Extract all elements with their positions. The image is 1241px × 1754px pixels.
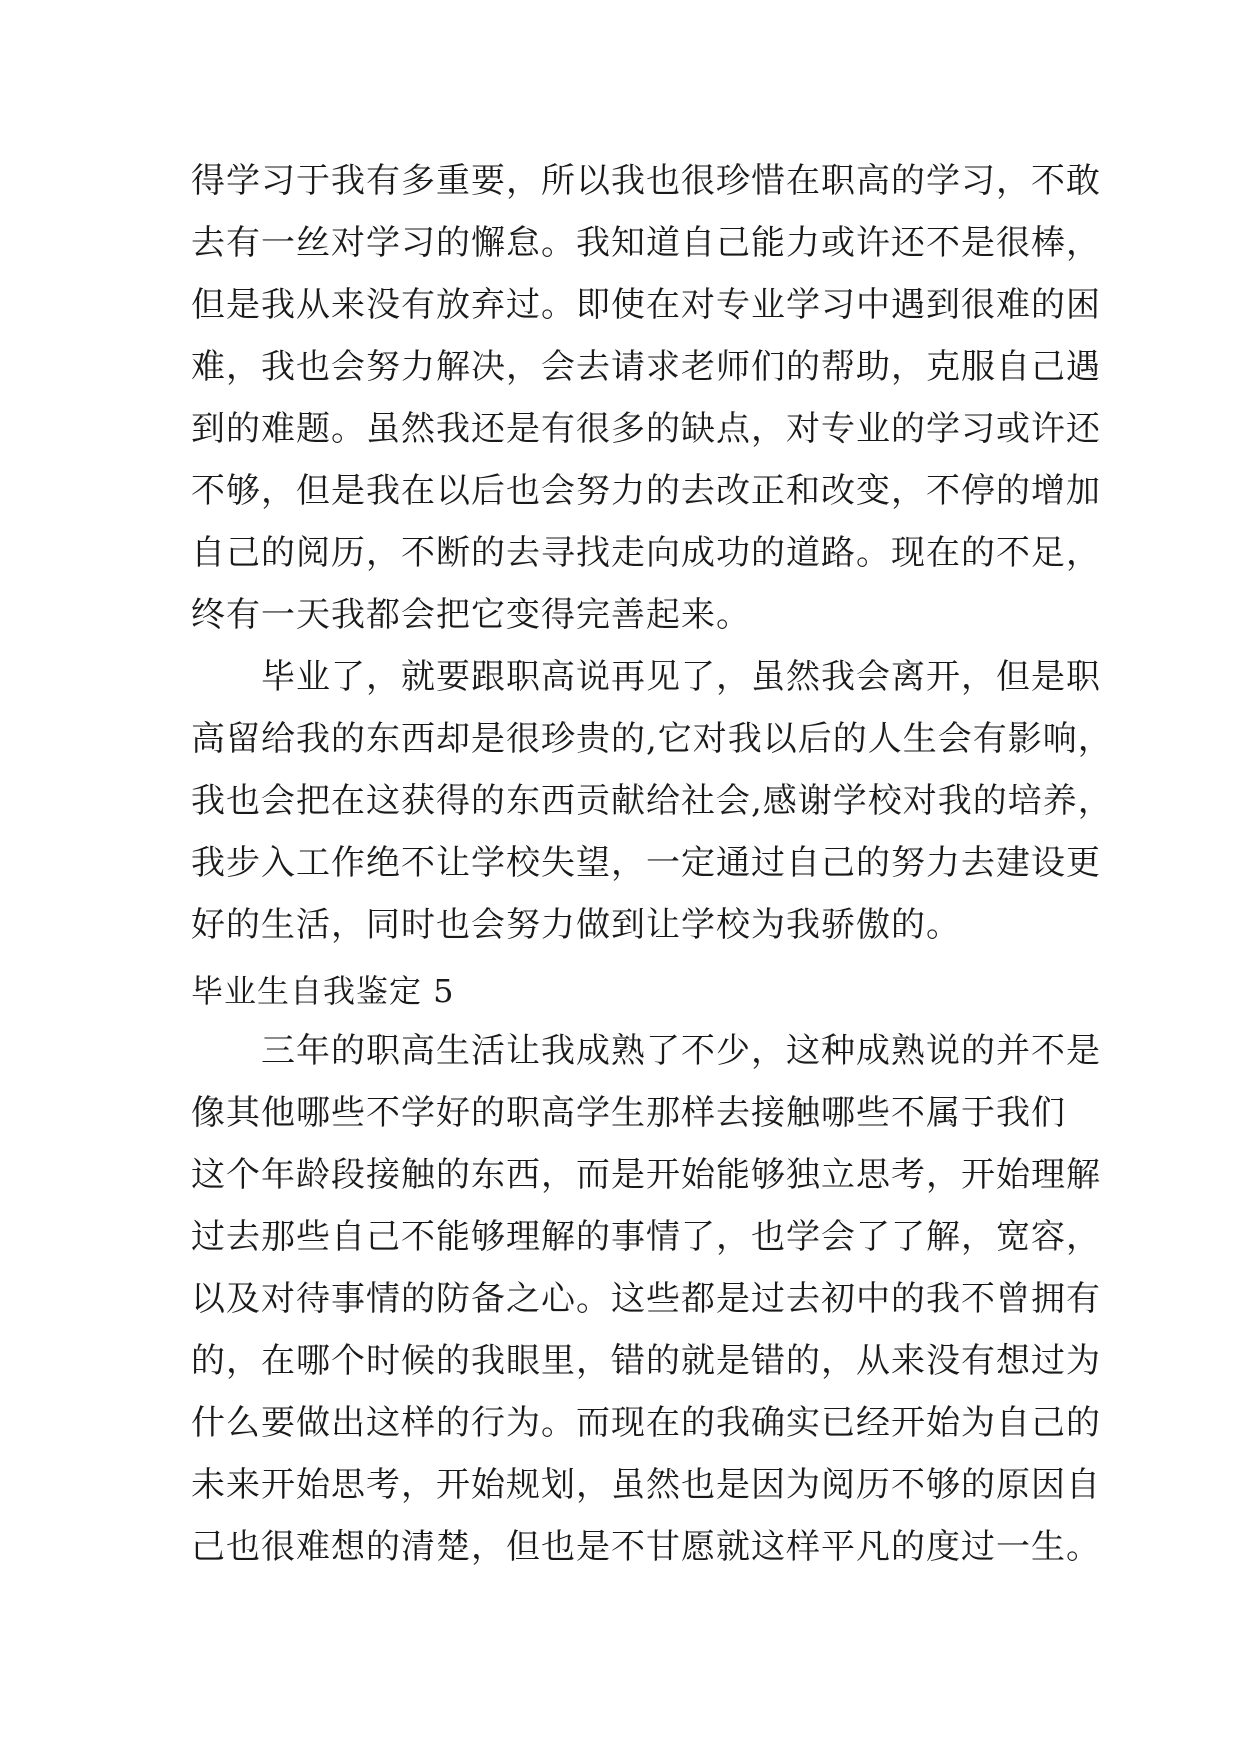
paragraph-line: 不够，但是我在以后也会努力的去改正和改变，不停的增加 xyxy=(191,471,1101,511)
paragraph-line: 我步入工作绝不让学校失望，一定通过自己的努力去建设更 xyxy=(191,843,1101,883)
paragraph-line: 去有一丝对学习的懈怠。我知道自己能力或许还不是很棒， xyxy=(191,223,1101,263)
paragraph-line: 过去那些自己不能够理解的事情了，也学会了了解，宽容， xyxy=(191,1217,1101,1257)
paragraph-line: 自己的阅历，不断的去寻找走向成功的道路。现在的不足， xyxy=(191,533,1101,573)
paragraph-line: 什么要做出这样的行为。而现在的我确实已经开始为自己的 xyxy=(191,1403,1101,1443)
paragraph-line: 到的难题。虽然我还是有很多的缺点，对专业的学习或许还 xyxy=(191,409,1101,449)
paragraph-line: 以及对待事情的防备之心。这些都是过去初中的我不曾拥有 xyxy=(191,1279,1101,1319)
paragraph-line: 但是我从来没有放弃过。即使在对专业学习中遇到很难的困 xyxy=(191,285,1101,325)
paragraph-continued xyxy=(191,150,1101,646)
paragraph-line: 未来开始思考，开始规划，虽然也是因为阅历不够的原因自 xyxy=(191,1465,1101,1505)
paragraph-line: 高留给我的东西却是很珍贵的,它对我以后的人生会有影响， xyxy=(191,719,1113,759)
paragraph-line: 难，我也会努力解决，会去请求老师们的帮助，克服自己遇 xyxy=(191,347,1101,387)
paragraph-line: 己也很难想的清楚，但也是不甘愿就这样平凡的度过一生。 xyxy=(191,1527,1101,1567)
paragraph-line: 像其他哪些不学好的职高学生那样去接触哪些不属于我们 xyxy=(191,1093,1066,1133)
paragraph-graduation xyxy=(191,646,1113,956)
paragraph-line: 好的生活，同时也会努力做到让学校为我骄傲的。 xyxy=(191,905,961,945)
paragraph-line: 我也会把在这获得的东西贡献给社会,感谢学校对我的培养， xyxy=(191,781,1113,821)
paragraph-line: 毕业了，就要跟职高说再见了，虽然我会离开，但是职 xyxy=(191,657,1101,697)
paragraph-self-assessment xyxy=(191,1020,1101,1578)
paragraph-line: 三年的职高生活让我成熟了不少，这种成熟说的并不是 xyxy=(191,1031,1101,1071)
paragraph-line: 得学习于我有多重要，所以我也很珍惜在职高的学习，不敢 xyxy=(191,161,1101,201)
paragraph-line: 这个年龄段接触的东西，而是开始能够独立思考，开始理解 xyxy=(191,1155,1101,1195)
paragraph-line: 终有一天我都会把它变得完善起来。 xyxy=(191,595,751,635)
paragraph-line: 的，在哪个时候的我眼里，错的就是错的，从来没有想过为 xyxy=(191,1341,1101,1381)
section-heading: 毕业生自我鉴定 5 xyxy=(191,972,455,1010)
